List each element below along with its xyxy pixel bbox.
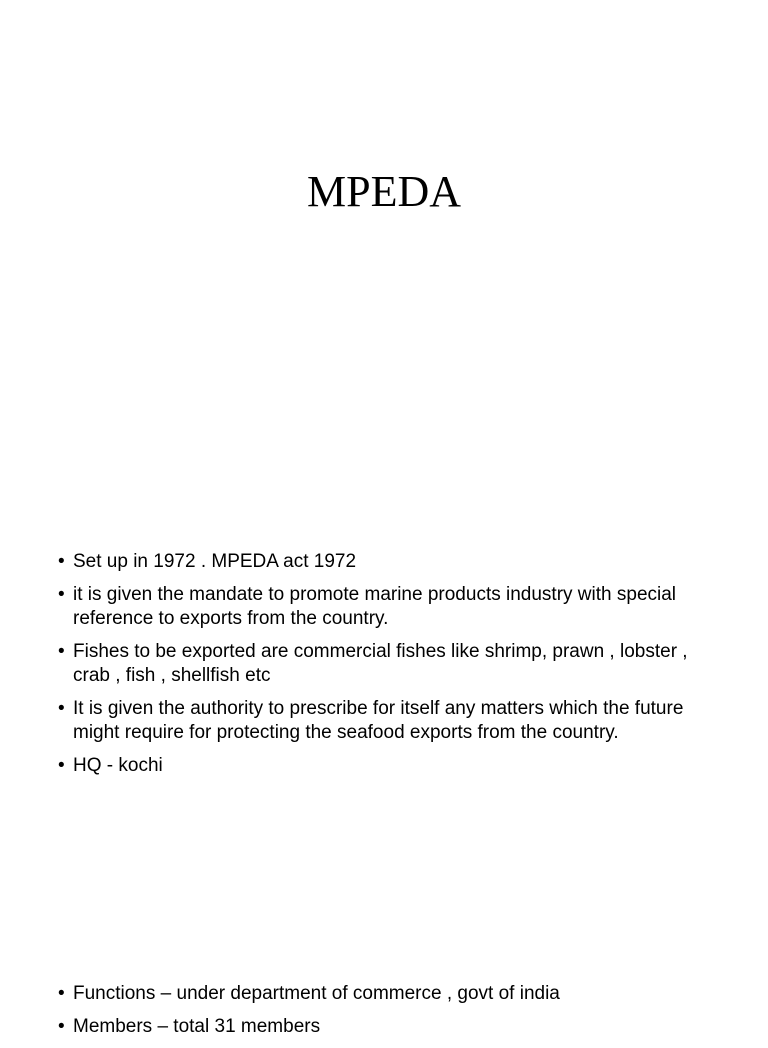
list-item xyxy=(58,640,718,688)
bullet-text: Members – total 31 members xyxy=(73,1016,321,1037)
list-item xyxy=(58,697,718,745)
bullet-icon: • xyxy=(58,698,65,719)
bullet-text: Functions – under department of commerce , govt of india xyxy=(73,983,560,1004)
list-item xyxy=(58,754,718,778)
list-item xyxy=(58,550,718,574)
bullet-text: HQ - kochi xyxy=(73,755,163,776)
slide-title: MPEDA xyxy=(306,167,462,216)
bullet-text: it is given the mandate to promote marine products industry with special reference to exports from the country. xyxy=(73,584,677,629)
list-item xyxy=(58,583,718,631)
bullet-icon: • xyxy=(58,1016,65,1037)
bullet-icon: • xyxy=(58,755,65,776)
list-item xyxy=(58,982,718,1006)
bullet-icon: • xyxy=(58,641,65,662)
bullet-icon: • xyxy=(58,983,65,1004)
bullet-icon: • xyxy=(58,584,65,605)
next-slide-bullet-list xyxy=(58,982,718,1048)
bullet-text: Fishes to be exported are commercial fishes like shrimp, prawn , lobster , crab , fish , shellfish etc xyxy=(73,641,688,686)
bullet-text: It is given the authority to prescribe for itself any matters which the future might require for protecting the seafood exports from the country. xyxy=(73,698,684,743)
bullet-list xyxy=(58,550,718,787)
bullet-text: Set up in 1972 . MPEDA act 1972 xyxy=(73,551,357,572)
bullet-icon: • xyxy=(58,551,65,572)
list-item xyxy=(58,1015,718,1039)
